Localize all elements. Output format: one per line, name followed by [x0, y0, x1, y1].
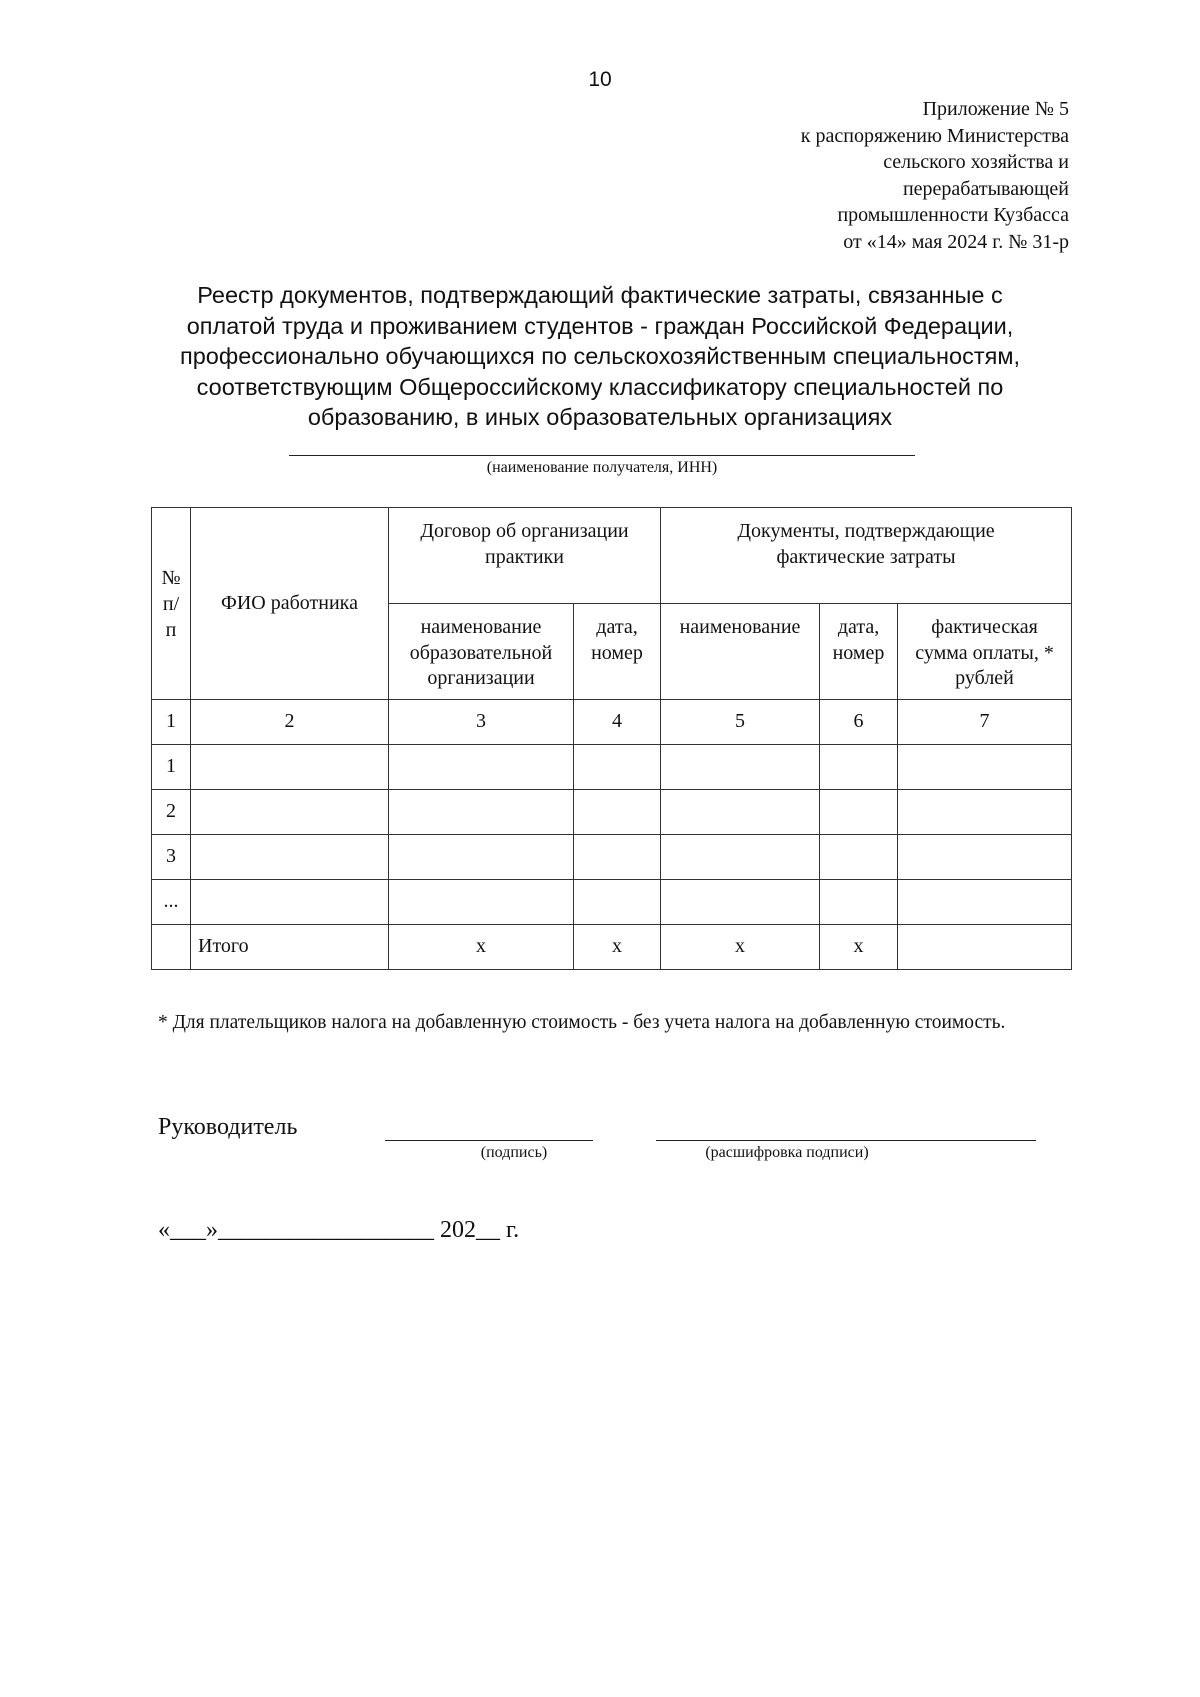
recipient-caption: (наименование получателя, ИНН): [486, 459, 718, 476]
row-index: 2: [152, 790, 191, 835]
header-group-documents: Документы, подтверждающие фактические затраты: [661, 508, 1072, 604]
empty-cell[interactable]: [898, 790, 1072, 835]
column-number: 3: [389, 700, 574, 745]
header-col-number: № п/ п: [152, 508, 191, 700]
column-number: 1: [152, 700, 191, 745]
title-line: Реестр документов, подтверждающий фактические затраты, связанные с: [197, 282, 1003, 308]
empty-cell[interactable]: [574, 745, 661, 790]
appendix-line: Приложение № 5: [922, 98, 1069, 120]
title-line: соответствующим Общероссийскому классификатору специальностей по: [196, 373, 1004, 400]
empty-cell[interactable]: [389, 745, 574, 790]
header-sub-contract-date: дата, номер: [574, 604, 661, 700]
header-col-fio: ФИО работника: [191, 508, 389, 700]
not-applicable-mark: x: [661, 925, 820, 970]
empty-cell[interactable]: [574, 790, 661, 835]
appendix-line: промышленности Кузбасса: [837, 204, 1069, 226]
header-sub-doc-date: дата, номер: [820, 604, 898, 700]
appendix-line: от «14» мая 2024 г. № 31-р: [843, 230, 1069, 253]
signature-caption: (подпись): [480, 1144, 548, 1161]
registry-table: [151, 507, 1072, 970]
table-row: [152, 745, 1072, 790]
table-row: [152, 880, 1072, 925]
head-label: Руководитель: [158, 1114, 298, 1140]
total-row: [152, 925, 1072, 970]
total-label: Итого: [191, 925, 389, 970]
page-number: 10: [588, 68, 612, 91]
appendix-line: перерабатывающей: [902, 177, 1069, 200]
header-sub-doc-name: наименование: [661, 604, 820, 700]
empty-cell: [152, 925, 191, 970]
empty-cell[interactable]: [389, 880, 574, 925]
empty-cell[interactable]: [389, 790, 574, 835]
empty-cell[interactable]: [574, 880, 661, 925]
empty-cell[interactable]: [661, 835, 820, 880]
signature-decode-line[interactable]: [656, 1140, 1036, 1141]
column-number: 7: [898, 700, 1072, 745]
table-row: [152, 790, 1072, 835]
empty-cell[interactable]: [820, 880, 898, 925]
signature-line[interactable]: [385, 1140, 593, 1141]
empty-cell[interactable]: [898, 745, 1072, 790]
empty-cell[interactable]: [574, 835, 661, 880]
header-group-contract: Договор об организации практики: [389, 508, 661, 604]
empty-cell[interactable]: [820, 835, 898, 880]
signature-decode-caption: (расшифровка подписи): [705, 1144, 869, 1161]
not-applicable-mark: x: [389, 925, 574, 970]
empty-cell[interactable]: [661, 880, 820, 925]
footnote: * Для плательщиков налога на добавленную стоимость - без учета налога на добавленную стоимость.: [158, 1012, 1006, 1033]
total-sum-cell[interactable]: [898, 925, 1072, 970]
row-index: 1: [152, 745, 191, 790]
column-number: 4: [574, 700, 661, 745]
empty-cell[interactable]: [661, 745, 820, 790]
not-applicable-mark: x: [820, 925, 898, 970]
appendix-line: сельского хозяйства и: [883, 151, 1069, 173]
recipient-field-line[interactable]: [289, 455, 915, 456]
row-index: 3: [152, 835, 191, 880]
empty-cell[interactable]: [191, 835, 389, 880]
title-line: образованию, в иных образовательных организациях: [307, 404, 893, 430]
header-sub-sum: фактическая сумма оплаты, * рублей: [898, 604, 1072, 700]
table-row: [152, 835, 1072, 880]
not-applicable-mark: x: [574, 925, 661, 970]
empty-cell[interactable]: [191, 880, 389, 925]
appendix-line: к распоряжению Министерства: [800, 124, 1069, 147]
empty-cell[interactable]: [820, 790, 898, 835]
empty-cell[interactable]: [191, 745, 389, 790]
column-number: 2: [191, 700, 389, 745]
empty-cell[interactable]: [898, 835, 1072, 880]
empty-cell[interactable]: [389, 835, 574, 880]
document-title: [150, 280, 1050, 433]
title-line: профессионально обучающихся по сельскохозяйственным специальностям,: [180, 343, 1020, 369]
appendix-header: [801, 96, 1069, 255]
title-line: оплатой труда и проживанием студентов - граждан Российской Федерации,: [186, 312, 1014, 339]
header-sub-org-name: наименование образовательной организации: [389, 604, 574, 700]
empty-cell[interactable]: [661, 790, 820, 835]
row-index: ...: [152, 880, 191, 925]
date-line[interactable]: «___»__________________ 202__ г.: [158, 1217, 520, 1243]
column-number: 6: [820, 700, 898, 745]
empty-cell[interactable]: [191, 790, 389, 835]
empty-cell[interactable]: [898, 880, 1072, 925]
empty-cell[interactable]: [820, 745, 898, 790]
column-number-row: [152, 700, 1072, 745]
column-number: 5: [661, 700, 820, 745]
